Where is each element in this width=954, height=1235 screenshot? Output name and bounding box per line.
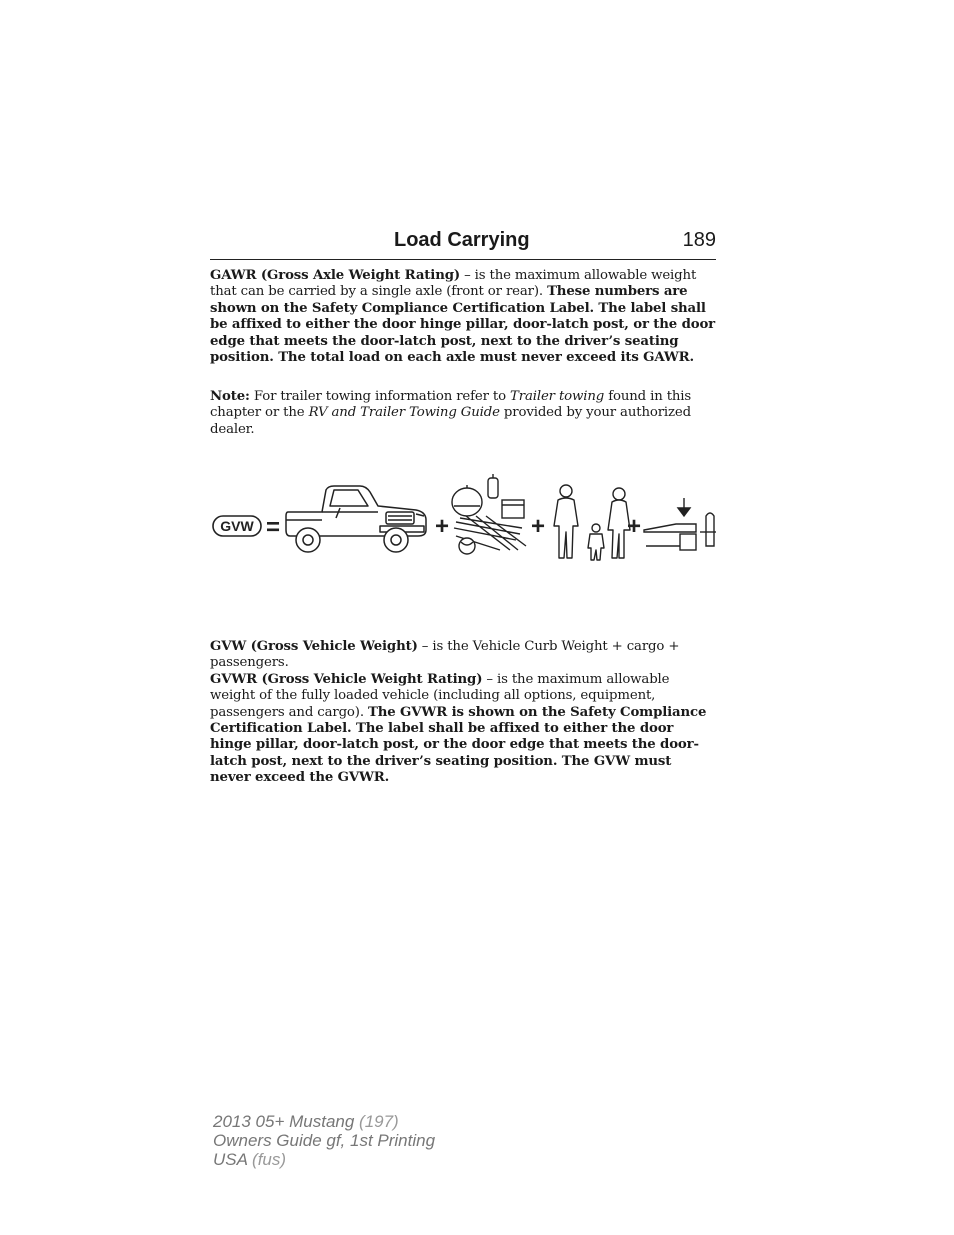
gvw-term: GVW (Gross Vehicle Weight): [210, 639, 418, 654]
gvw-equation-illustration: [210, 470, 716, 565]
footer-guide: Owners Guide gf, 1st Printing: [213, 1131, 436, 1150]
gvwr-term: GVWR (Gross Vehicle Weight Rating): [210, 671, 483, 687]
gawr-definition: – is the maximum allowable weight that can be carried by a single axle (front or rear).: [210, 268, 697, 300]
page-number: 189: [682, 229, 716, 251]
gawr-warning: These numbers are shown on the Safety Compliance Certification Label. The label shall be affixed to either the door hinge pillar, door-latch post, or the door edge that meets the door-latch post, next to the driver’s seating position. The total load on each axle must never exceed its GAWR.: [210, 284, 716, 366]
pickup-truck-icon: [286, 486, 426, 552]
footer-market-code: (fus): [247, 1150, 287, 1169]
note-paragraph: [210, 389, 716, 438]
gvw-paragraph: [210, 639, 716, 787]
gvw-badge-text: GVW: [220, 518, 254, 534]
gvw-badge: [213, 516, 261, 536]
footer-market: USA: [213, 1150, 248, 1169]
equals-sign: =: [265, 514, 281, 541]
rv-guide-reference: RV and Trailer Towing Guide: [308, 405, 500, 421]
gvwr-definition: – is the maximum allowable weight of the fully loaded vehicle (including all options, equipment, passengers and cargo).: [210, 671, 670, 720]
passengers-icon: [554, 485, 630, 560]
trailer-towing-link[interactable]: Trailer towing: [510, 389, 605, 404]
footer-model-code: (197): [354, 1112, 399, 1131]
plus-sign-1: +: [434, 513, 450, 540]
gawr-term: GAWR (Gross Axle Weight Rating): [210, 268, 460, 283]
note-text-2: found in this chapter or the: [210, 389, 692, 421]
note-label: Note:: [210, 389, 250, 404]
plus-sign-2: +: [530, 513, 546, 540]
gvw-definition: – is the Vehicle Curb Weight + cargo + passengers.: [210, 639, 680, 671]
page-header: [210, 229, 716, 260]
section-title: Load Carrying: [394, 229, 530, 251]
gvwr-warning: The GVWR is shown on the Safety Compliance Certification Label. The label shall be affixed to either the door hinge pillar, door-latch post, or the door edge that meets the door-latch post, next to the driver’s seating position. The GVW must never exceed the GVWR.: [210, 704, 707, 786]
note-text-3: provided by your authorized dealer.: [210, 405, 691, 437]
note-text-1: For trailer towing information refer to: [249, 389, 511, 404]
cargo-icon: [452, 474, 526, 554]
gawr-paragraph: [210, 268, 716, 366]
page-footer: [213, 1112, 435, 1169]
plus-sign-3: +: [626, 513, 642, 540]
trailer-hitch-icon: [644, 498, 716, 550]
footer-model: 2013 05+ Mustang: [213, 1112, 355, 1131]
